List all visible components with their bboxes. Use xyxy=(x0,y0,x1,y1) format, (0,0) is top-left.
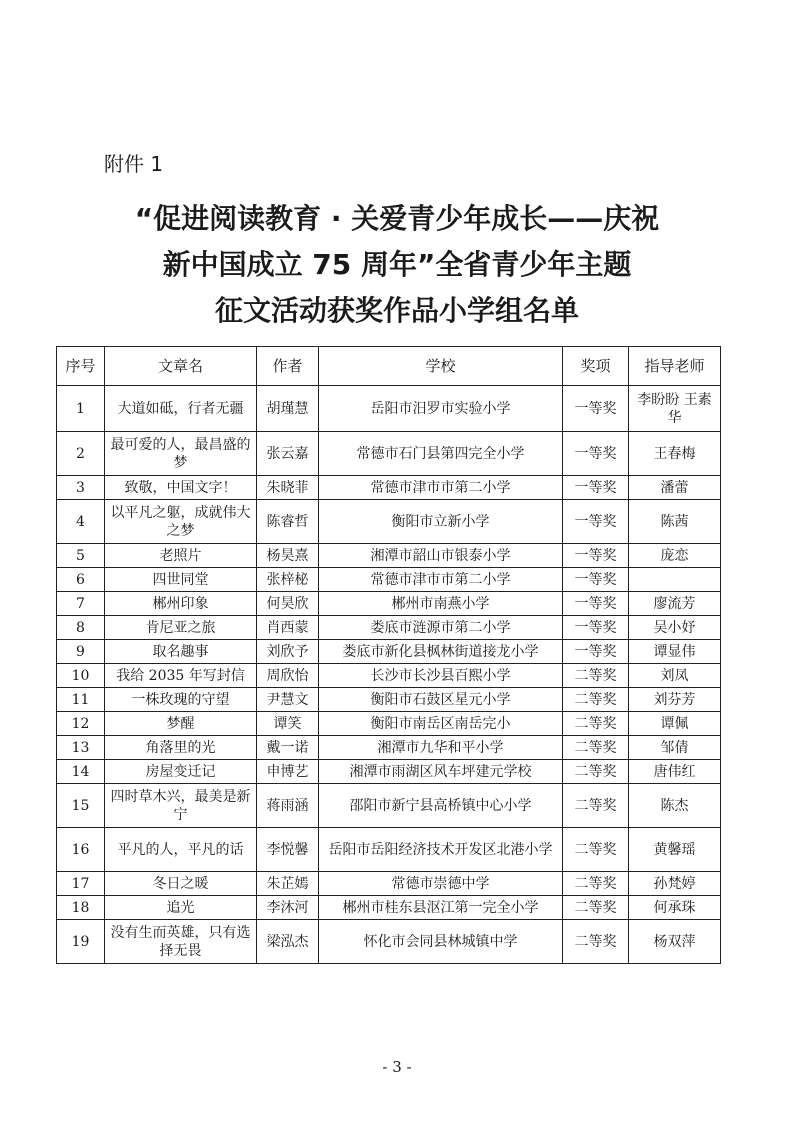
table-row xyxy=(57,760,721,784)
cell-school: 衡阳市南岳区南岳完小 xyxy=(319,712,563,736)
header-award: 奖项 xyxy=(563,347,629,386)
cell-no: 1 xyxy=(57,386,105,432)
cell-title: 取名趣事 xyxy=(105,640,257,664)
cell-award: 二等奖 xyxy=(563,664,629,688)
table-row xyxy=(57,896,721,920)
cell-award: 一等奖 xyxy=(563,568,629,592)
cell-title: 追光 xyxy=(105,896,257,920)
cell-award: 二等奖 xyxy=(563,828,629,872)
cell-title: 没有生而英雄，只有选择无畏 xyxy=(105,920,257,964)
cell-author: 李沐河 xyxy=(257,896,319,920)
cell-teacher: 刘凤 xyxy=(629,664,721,688)
cell-no: 15 xyxy=(57,784,105,828)
cell-teacher: 李盼盼 王素华 xyxy=(629,386,721,432)
cell-no: 8 xyxy=(57,616,105,640)
cell-author: 刘欣予 xyxy=(257,640,319,664)
cell-school: 湘潭市韶山市银泰小学 xyxy=(319,544,563,568)
cell-author: 陈睿哲 xyxy=(257,500,319,544)
cell-no: 17 xyxy=(57,872,105,896)
cell-author: 张云嘉 xyxy=(257,432,319,476)
cell-school: 怀化市会同县林城镇中学 xyxy=(319,920,563,964)
cell-no: 19 xyxy=(57,920,105,964)
cell-school: 常德市津市市第二小学 xyxy=(319,568,563,592)
cell-title: 梦醒 xyxy=(105,712,257,736)
cell-no: 12 xyxy=(57,712,105,736)
cell-school: 湘潭市九华和平小学 xyxy=(319,736,563,760)
header-no: 序号 xyxy=(57,347,105,386)
cell-teacher: 刘芬芳 xyxy=(629,688,721,712)
table-row xyxy=(57,432,721,476)
cell-award: 一等奖 xyxy=(563,616,629,640)
cell-award: 二等奖 xyxy=(563,920,629,964)
cell-teacher: 杨双萍 xyxy=(629,920,721,964)
cell-teacher: 邹倩 xyxy=(629,736,721,760)
table-row xyxy=(57,500,721,544)
cell-school: 岳阳市岳阳经济技术开发区北港小学 xyxy=(319,828,563,872)
cell-teacher: 吴小妤 xyxy=(629,616,721,640)
cell-title: 房屋变迁记 xyxy=(105,760,257,784)
cell-no: 9 xyxy=(57,640,105,664)
cell-no: 10 xyxy=(57,664,105,688)
table-row xyxy=(57,592,721,616)
header-title: 文章名 xyxy=(105,347,257,386)
cell-award: 二等奖 xyxy=(563,688,629,712)
cell-author: 朱芷嫣 xyxy=(257,872,319,896)
title-line-3: 征文活动获奖作品小学组名单 xyxy=(214,294,579,327)
document-title xyxy=(0,196,794,334)
cell-award: 一等奖 xyxy=(563,592,629,616)
cell-school: 湘潭市雨湖区风车坪建元学校 xyxy=(319,760,563,784)
cell-teacher xyxy=(629,568,721,592)
cell-no: 14 xyxy=(57,760,105,784)
table-row xyxy=(57,544,721,568)
cell-title: 平凡的人，平凡的话 xyxy=(105,828,257,872)
cell-school: 常德市崇德中学 xyxy=(319,872,563,896)
table-row xyxy=(57,828,721,872)
cell-no: 13 xyxy=(57,736,105,760)
cell-teacher: 何承珠 xyxy=(629,896,721,920)
cell-award: 二等奖 xyxy=(563,712,629,736)
cell-title: 我给 2035 年写封信 xyxy=(105,664,257,688)
cell-author: 蒋雨涵 xyxy=(257,784,319,828)
cell-no: 6 xyxy=(57,568,105,592)
cell-author: 李悦馨 xyxy=(257,828,319,872)
cell-author: 戴一诺 xyxy=(257,736,319,760)
cell-title: 一株玫瑰的守望 xyxy=(105,688,257,712)
cell-title: 四时草木兴，最美是新宁 xyxy=(105,784,257,828)
cell-teacher: 王春梅 xyxy=(629,432,721,476)
cell-author: 何昊欣 xyxy=(257,592,319,616)
table-row xyxy=(57,920,721,964)
table-row xyxy=(57,736,721,760)
table-row xyxy=(57,664,721,688)
table-row xyxy=(57,784,721,828)
table-row xyxy=(57,872,721,896)
cell-title: 最可爱的人，最昌盛的梦 xyxy=(105,432,257,476)
cell-school: 长沙市长沙县百熙小学 xyxy=(319,664,563,688)
table-row xyxy=(57,476,721,500)
table-header-row xyxy=(57,347,721,386)
cell-award: 一等奖 xyxy=(563,476,629,500)
cell-school: 常德市石门县第四完全小学 xyxy=(319,432,563,476)
cell-author: 肖西蒙 xyxy=(257,616,319,640)
cell-award: 二等奖 xyxy=(563,736,629,760)
attachment-label: 附件 1 xyxy=(104,152,164,176)
cell-school: 娄底市新化县枫林街道接龙小学 xyxy=(319,640,563,664)
cell-award: 二等奖 xyxy=(563,896,629,920)
title-line-1: “促进阅读教育 · 关爱青少年成长——庆祝 xyxy=(134,202,660,235)
cell-title: 冬日之暖 xyxy=(105,872,257,896)
cell-no: 16 xyxy=(57,828,105,872)
cell-no: 7 xyxy=(57,592,105,616)
cell-teacher: 陈杰 xyxy=(629,784,721,828)
cell-title: 肯尼亚之旅 xyxy=(105,616,257,640)
table-row xyxy=(57,640,721,664)
cell-school: 衡阳市石鼓区星元小学 xyxy=(319,688,563,712)
cell-school: 衡阳市立新小学 xyxy=(319,500,563,544)
cell-no: 5 xyxy=(57,544,105,568)
cell-award: 一等奖 xyxy=(563,544,629,568)
cell-title: 大道如砥，行者无疆 xyxy=(105,386,257,432)
cell-teacher: 潘蕾 xyxy=(629,476,721,500)
cell-school: 岳阳市汨罗市实验小学 xyxy=(319,386,563,432)
table-row xyxy=(57,568,721,592)
cell-teacher: 庞恋 xyxy=(629,544,721,568)
cell-award: 一等奖 xyxy=(563,432,629,476)
cell-teacher: 谭显伟 xyxy=(629,640,721,664)
cell-no: 11 xyxy=(57,688,105,712)
cell-title: 以平凡之躯，成就伟大之梦 xyxy=(105,500,257,544)
cell-school: 郴州市桂东县沤江第一完全小学 xyxy=(319,896,563,920)
cell-award: 二等奖 xyxy=(563,872,629,896)
award-table xyxy=(56,346,721,964)
cell-author: 杨昊熹 xyxy=(257,544,319,568)
cell-title: 四世同堂 xyxy=(105,568,257,592)
table-row xyxy=(57,712,721,736)
cell-title: 致敬，中国文字！ xyxy=(105,476,257,500)
header-teacher: 指导老师 xyxy=(629,347,721,386)
cell-no: 18 xyxy=(57,896,105,920)
cell-school: 常德市津市市第二小学 xyxy=(319,476,563,500)
cell-author: 梁泓杰 xyxy=(257,920,319,964)
table-row xyxy=(57,616,721,640)
cell-award: 一等奖 xyxy=(563,386,629,432)
header-author: 作者 xyxy=(257,347,319,386)
cell-author: 朱晓菲 xyxy=(257,476,319,500)
cell-school: 郴州市南燕小学 xyxy=(319,592,563,616)
cell-award: 二等奖 xyxy=(563,760,629,784)
cell-teacher: 黄馨瑶 xyxy=(629,828,721,872)
page-number: - 3 - xyxy=(382,1058,412,1076)
table-body xyxy=(57,386,721,964)
header-school: 学校 xyxy=(319,347,563,386)
cell-author: 张梓柲 xyxy=(257,568,319,592)
cell-title: 角落里的光 xyxy=(105,736,257,760)
cell-author: 谭笑 xyxy=(257,712,319,736)
cell-title: 郴州印象 xyxy=(105,592,257,616)
title-line-2: 新中国成立 75 周年”全省青少年主题 xyxy=(162,248,632,281)
table-row xyxy=(57,386,721,432)
cell-no: 3 xyxy=(57,476,105,500)
cell-author: 尹慧文 xyxy=(257,688,319,712)
cell-no: 4 xyxy=(57,500,105,544)
cell-author: 周欣怡 xyxy=(257,664,319,688)
cell-author: 胡瑾慧 xyxy=(257,386,319,432)
cell-teacher: 孙梵婷 xyxy=(629,872,721,896)
cell-teacher: 唐伟红 xyxy=(629,760,721,784)
cell-title: 老照片 xyxy=(105,544,257,568)
cell-author: 申博艺 xyxy=(257,760,319,784)
cell-no: 2 xyxy=(57,432,105,476)
cell-award: 一等奖 xyxy=(563,500,629,544)
cell-school: 邵阳市新宁县高桥镇中心小学 xyxy=(319,784,563,828)
cell-teacher: 廖流芳 xyxy=(629,592,721,616)
table-row xyxy=(57,688,721,712)
cell-teacher: 陈茜 xyxy=(629,500,721,544)
cell-teacher: 谭佩 xyxy=(629,712,721,736)
cell-award: 一等奖 xyxy=(563,640,629,664)
cell-award: 二等奖 xyxy=(563,784,629,828)
cell-school: 娄底市涟源市第二小学 xyxy=(319,616,563,640)
